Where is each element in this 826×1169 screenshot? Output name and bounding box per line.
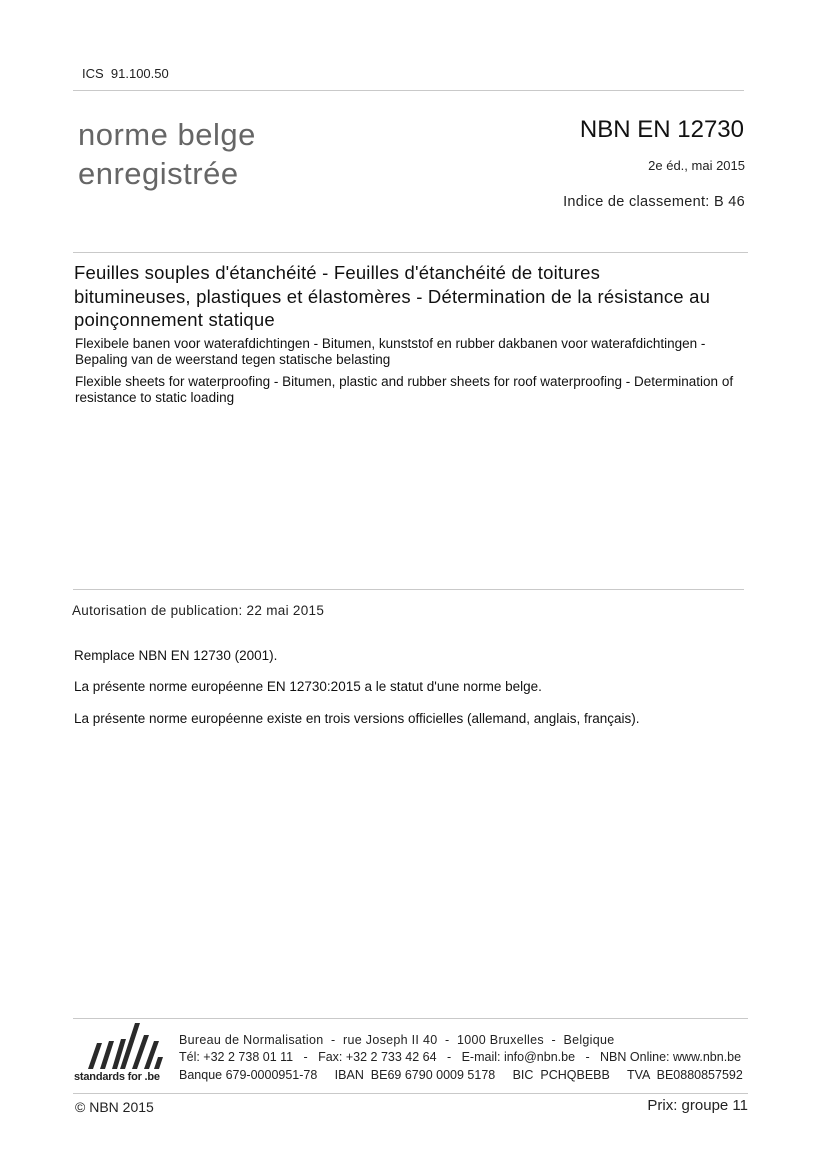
versions-note: La présente norme européenne existe en trois versions officielles (allemand, anglais, français). <box>74 711 640 726</box>
copyright: © NBN 2015 <box>75 1099 154 1115</box>
nbn-logo-icon <box>74 1023 168 1071</box>
footer-banking: Banque 679-0000951-78 IBAN BE69 6790 0009 5178 BIC PCHQBEBB TVA BE0880857592 <box>179 1068 743 1082</box>
footer-address: Bureau de Normalisation - rue Joseph II 40 - 1000 Bruxelles - Belgique <box>179 1033 615 1047</box>
footer-contact: Tél: +32 2 738 01 11 - Fax: +32 2 733 42 64 - E-mail: info@nbn.be - NBN Online: www.nbn.be <box>179 1050 742 1064</box>
bottom-divider <box>73 1093 748 1094</box>
norme-belge-label: norme belge <box>78 117 256 152</box>
ics-code: ICS 91.100.50 <box>82 66 169 81</box>
title-dutch: Flexibele banen voor waterafdichtingen - Bitumen, kunststof en rubber dakbanen voor waterafdichtingen - Bepaling van de weerstand tegen statische belasting <box>75 336 706 367</box>
nbn-logo <box>74 1023 168 1089</box>
logo-tagline: standards for .be <box>74 1071 160 1083</box>
footer-divider <box>73 1018 748 1019</box>
title-divider <box>73 252 748 253</box>
title-french: Feuilles souples d'étanchéité - Feuilles d'étanchéité de toitures bitumineuses, plastiques et élastomères - Détermination de la résistance au poinçonnement statique <box>74 262 711 330</box>
publication-divider <box>73 589 744 590</box>
enregistree-label: enregistrée <box>78 156 239 191</box>
publication-authorisation: Autorisation de publication: 22 mai 2015 <box>72 603 325 618</box>
title-english: Flexible sheets for waterproofing - Bitumen, plastic and rubber sheets for roof waterproofing - Determination of resistance to static loading <box>75 374 734 405</box>
replaces-note: Remplace NBN EN 12730 (2001). <box>74 648 278 663</box>
edition-date: 2e éd., mai 2015 <box>648 158 745 173</box>
price-group: Prix: groupe 11 <box>647 1097 748 1114</box>
standard-code: NBN EN 12730 <box>579 116 744 143</box>
header-divider <box>73 90 744 91</box>
status-note: La présente norme européenne EN 12730:2015 a le statut d'une norme belge. <box>74 679 542 694</box>
classification-index: Indice de classement: B 46 <box>563 194 745 210</box>
